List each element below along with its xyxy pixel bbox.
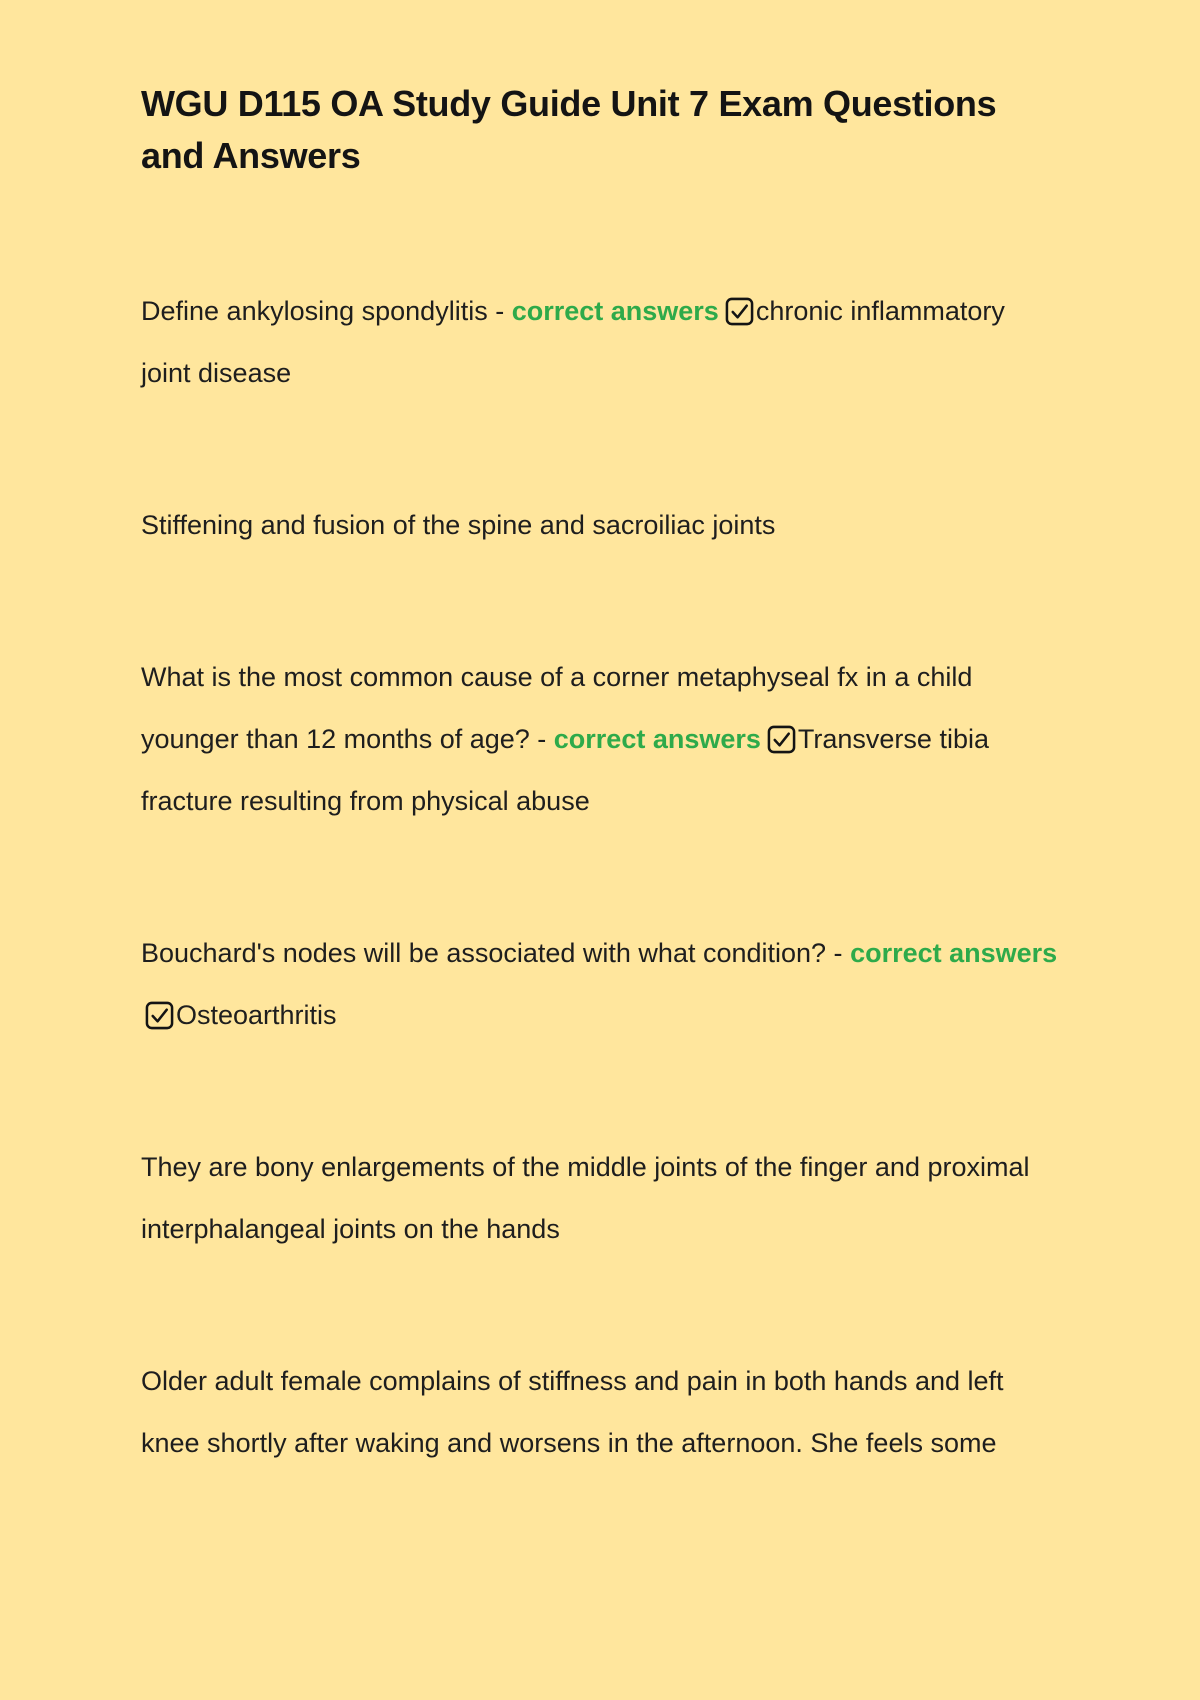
- note-paragraph: Stiffening and fusion of the spine and sacroiliac joints: [141, 510, 776, 540]
- note-paragraph: Older adult female complains of stiffness and pain in both hands and left knee shortly after waking and worsens in the afternoon. She feels some: [141, 1366, 1004, 1458]
- qa-item: [141, 922, 1060, 1046]
- checkbox-checked-icon: [145, 1001, 174, 1030]
- answer-text: Transverse tibia fracture resulting from physical abuse: [141, 724, 989, 816]
- correct-answers-label: correct answers: [511, 296, 719, 326]
- correct-answers-label: correct answers: [553, 724, 761, 754]
- checkbox-checked-icon: [767, 725, 796, 754]
- question-text: Define ankylosing spondylitis -: [141, 296, 512, 326]
- qa-item: [141, 280, 1060, 404]
- checkbox-checked-icon: [725, 297, 754, 326]
- correct-answers-label: correct answers: [850, 938, 1058, 968]
- question-text: Bouchard's nodes will be associated with what condition? -: [141, 938, 851, 968]
- question-text: What is the most common cause of a corner metaphyseal fx in a child younger than 12 months of age? -: [141, 662, 973, 754]
- answer-text: Osteoarthritis: [176, 1000, 337, 1030]
- answer-text: chronic inflammatory joint disease: [141, 296, 1005, 388]
- qa-item: [141, 646, 1060, 832]
- document-title: WGU D115 OA Study Guide Unit 7 Exam Questions and Answers: [141, 83, 997, 176]
- note-paragraph: They are bony enlargements of the middle joints of the finger and proximal interphalangeal joints on the hands: [141, 1152, 1030, 1244]
